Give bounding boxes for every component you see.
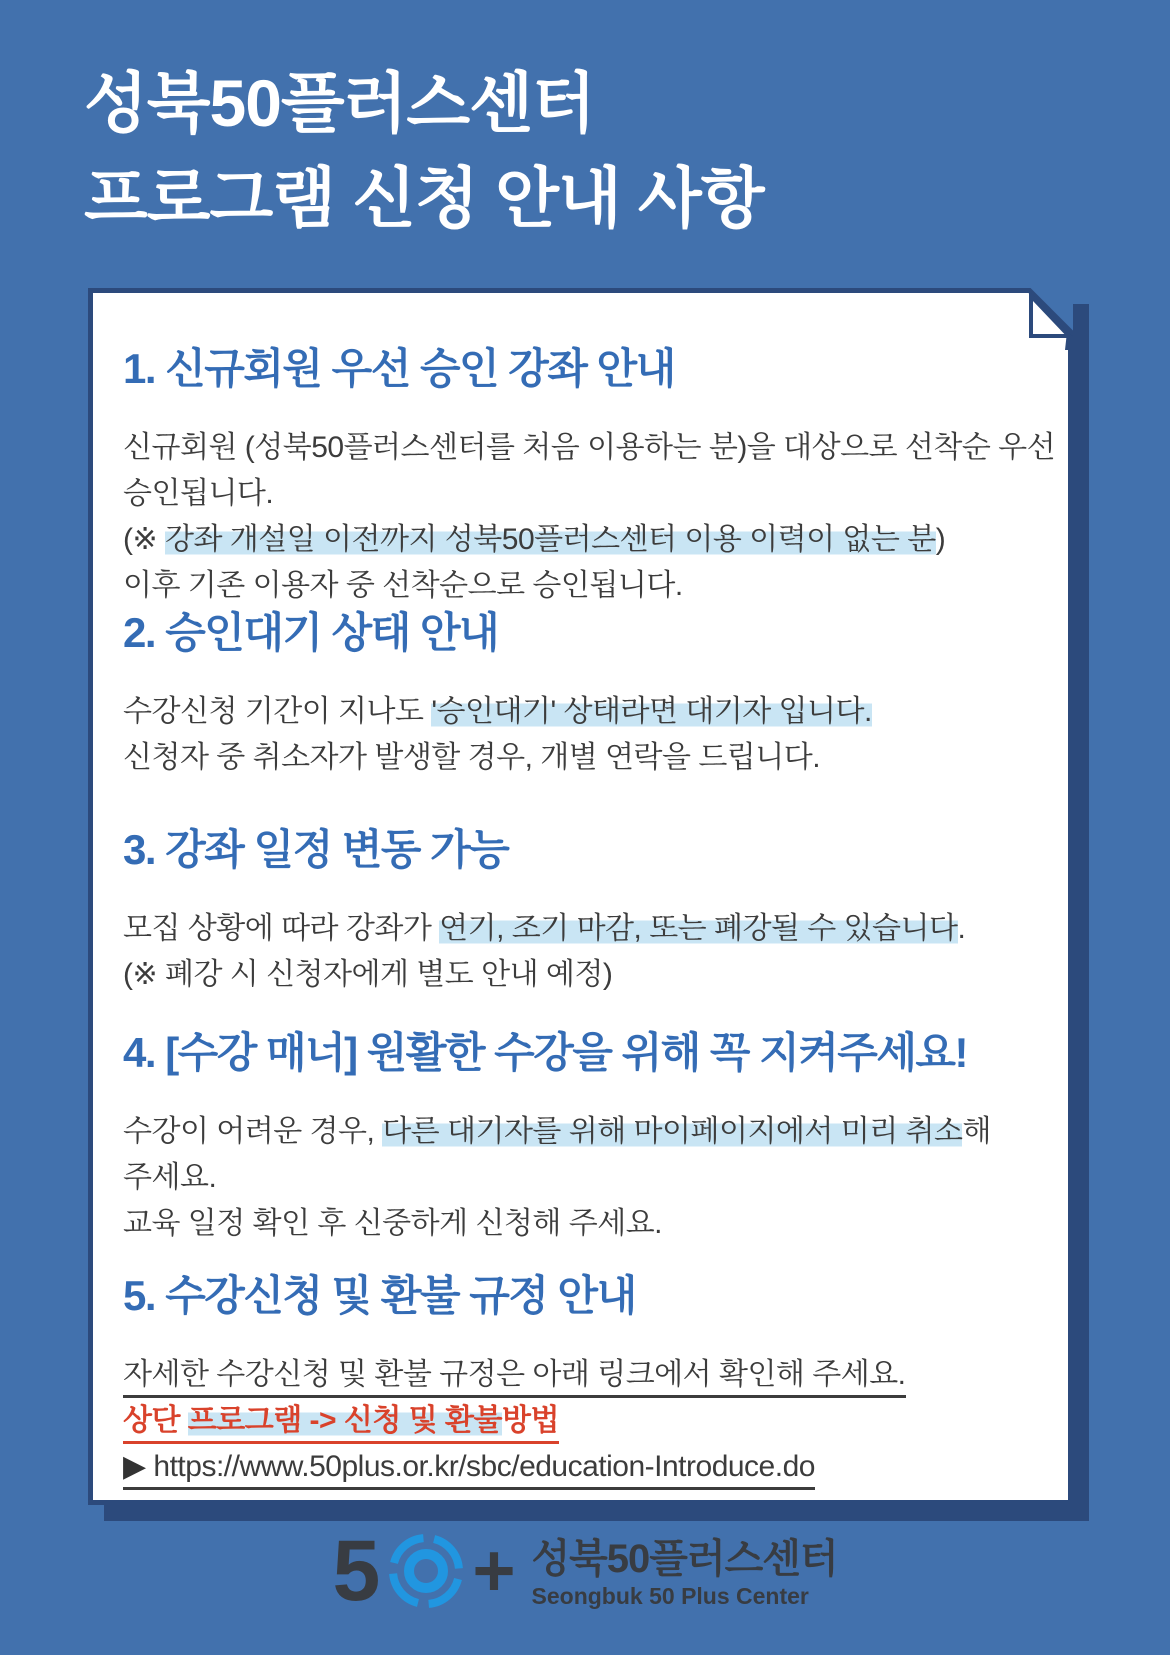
- text-run: 주세요.: [123, 1161, 217, 1194]
- folded-corner-icon: [1011, 288, 1073, 350]
- body-line: [123, 1352, 1040, 1398]
- highlighted-text: 연기, 조기 마감, 또는 폐강될 수 있습니다: [439, 912, 958, 945]
- highlighted-text: 강좌 개설일 이전까지 성북50플러스센터 이용 이력이 없는 분: [164, 523, 936, 556]
- text-run: 수강이 어려운 경우,: [123, 1115, 383, 1148]
- body-line: [123, 1201, 1040, 1247]
- poster-title-line1: 성북50플러스센터: [84, 66, 595, 140]
- text-run: (※ 폐강 시 신청자에게 별도 안내 예정): [123, 958, 613, 991]
- body-line: [123, 517, 1040, 563]
- section-heading: 1. 신규회원 우선 승인 강좌 안내: [123, 345, 675, 392]
- poster-title-line2: 프로그램 신청 안내 사항: [84, 161, 764, 235]
- section-4: [123, 1029, 1040, 1247]
- body-line: [123, 1109, 1040, 1155]
- section-2: [123, 609, 1040, 781]
- section-3: [123, 826, 1040, 998]
- section-heading: 2. 승인대기 상태 안내: [123, 609, 499, 656]
- body-line: [123, 425, 1056, 471]
- text-run: (※: [123, 523, 165, 556]
- fifty-plus-logo: [332, 1523, 516, 1619]
- logo-ring-icon: [384, 1529, 468, 1613]
- section-1: [123, 345, 1056, 609]
- text-run: https://www.50plus.or.kr/sbc/education-Introduce.do: [153, 1450, 815, 1483]
- body-line: [123, 952, 1040, 998]
- poster-title: [84, 56, 764, 246]
- center-name: [532, 1532, 838, 1610]
- text-run: 이후 기존 이용자 중 선착순으로 승인됩니다.: [123, 569, 683, 602]
- menu-path-text: [123, 1398, 1040, 1444]
- text-run: 상단: [123, 1404, 188, 1437]
- link-arrow-icon: ▶: [123, 1450, 154, 1483]
- highlighted-text: 프로그램 -> 신청 및 환불: [187, 1404, 502, 1437]
- highlighted-text: '승인대기' 상태라면 대기자 입니다.: [431, 695, 872, 728]
- text-run: 방법: [501, 1404, 559, 1437]
- text-run: 교육 일정 확인 후 신중하게 신청해 주세요.: [123, 1207, 663, 1240]
- body-line: [123, 906, 1040, 952]
- logo-number-5: 5: [332, 1523, 381, 1619]
- highlighted-text: 다른 대기자를 위해 마이페이지에서 미리 취소: [382, 1115, 963, 1148]
- text-run: 승인됩니다.: [123, 477, 274, 510]
- center-name-english: Seongbuk 50 Plus Center: [531, 1583, 809, 1609]
- text-run: .: [957, 912, 966, 945]
- body-line: [123, 735, 1040, 781]
- body-line: [123, 689, 1040, 735]
- notice-sections: [93, 293, 1068, 1490]
- body-line: [123, 563, 1040, 609]
- text-run: ): [935, 523, 946, 556]
- footer-logo: [0, 1523, 1170, 1619]
- body-line: [123, 1155, 1040, 1201]
- body-line: [123, 471, 1040, 517]
- center-name-korean: 성북50플러스센터: [531, 1537, 838, 1581]
- section-heading: 5. 수강신청 및 환불 규정 안내: [123, 1272, 636, 1319]
- notice-card: [88, 288, 1073, 1505]
- text-run: 해: [962, 1115, 991, 1148]
- text-run: 모집 상황에 따라 강좌가: [123, 912, 440, 945]
- text-run: 신규회원 (성북50플러스센터를 처음 이용하는 분)을 대상으로 선착순 우선: [123, 431, 1056, 464]
- link-url[interactable]: [123, 1444, 1040, 1490]
- text-run: 수강신청 기간이 지나도: [123, 695, 432, 728]
- section-heading: 4. [수강 매너] 원활한 수강을 위해 꼭 지켜주세요!: [123, 1029, 967, 1076]
- text-run: 자세한 수강신청 및 환불 규정은 아래 링크에서 확인해 주세요.: [123, 1358, 906, 1391]
- text-run: 신청자 중 취소자가 발생할 경우, 개별 연락을 드립니다.: [123, 741, 821, 774]
- section-heading: 3. 강좌 일정 변동 가능: [123, 826, 509, 873]
- section-5: [123, 1272, 1040, 1490]
- logo-plus-sign: +: [472, 1529, 516, 1612]
